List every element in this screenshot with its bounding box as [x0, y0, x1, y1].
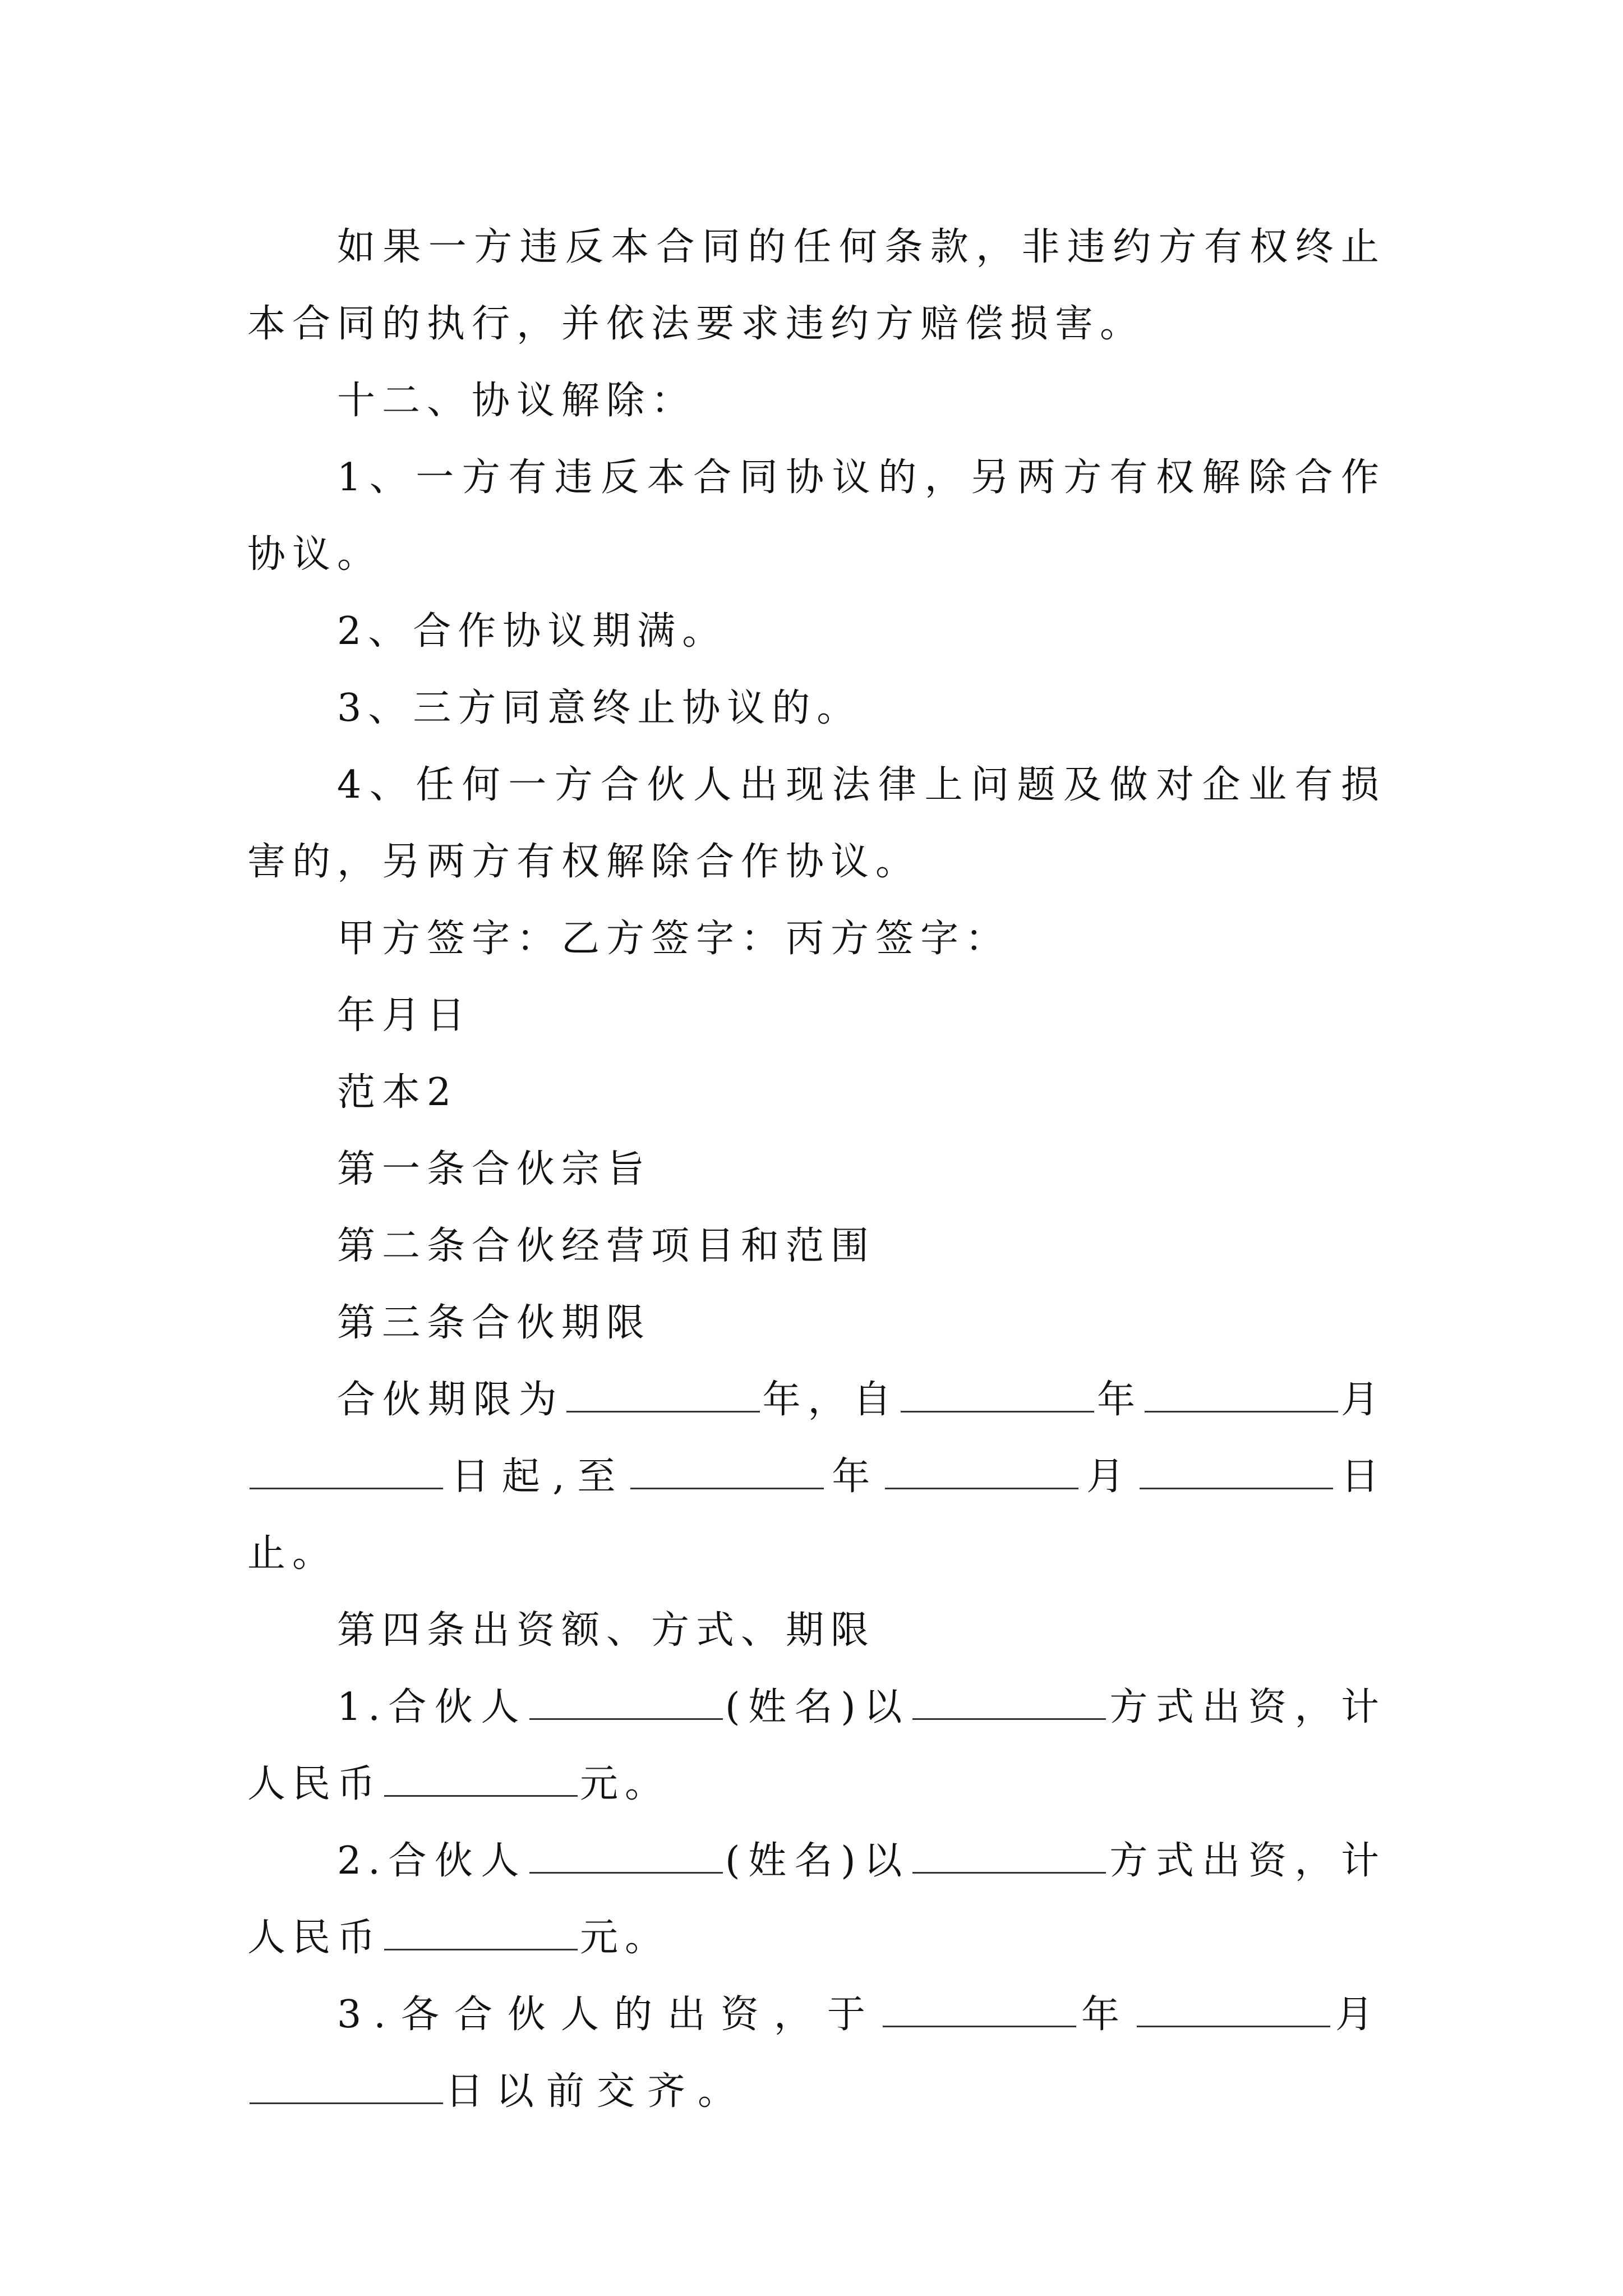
term-text-3: 年: [1096, 1378, 1143, 1422]
contrib1-text-c: 方式出资，计人民币: [247, 1685, 1386, 1806]
term-text-2: 年，自: [762, 1378, 899, 1422]
blank-field: [1140, 1454, 1333, 1489]
term-text-4: 月: [1340, 1378, 1386, 1422]
blank-field: [883, 1992, 1076, 2027]
deadline-text-d: 日以前交齐。: [445, 2069, 749, 2114]
contrib1-text-d: 元。: [580, 1762, 670, 1806]
contrib1-text-a: 1.合伙人: [337, 1685, 528, 1729]
term-text-8: 日止。: [247, 1455, 1386, 1576]
term-text-7: 月: [1080, 1455, 1137, 1499]
blank-field: [630, 1454, 824, 1489]
blank-field: [901, 1377, 1094, 1412]
blank-field: [1137, 1992, 1330, 2027]
deadline-text-a: 3.各合伙人的出资，于: [337, 1993, 880, 2037]
signature-line: 甲方签字：乙方签字：丙方签字：: [337, 917, 1011, 961]
article-1-heading: 第一条合伙宗旨: [337, 1147, 652, 1191]
contribution-item-1: [247, 1669, 1386, 1823]
term-text-6: 年: [826, 1455, 883, 1499]
date-line: 年月日: [337, 993, 472, 1038]
deadline-text-b: 年: [1078, 1993, 1135, 2037]
breach-clause: 如果一方违反本合同的任何条款，非违约方有权终止本合同的执行，并依法要求违约方赔偿损害。: [247, 225, 1386, 346]
termination-item-3: 3、三方同意终止协议的。: [337, 686, 862, 730]
termination-item-4: 4、任何一方合伙人出现法律上问题及做对企业有损害的，另两方有权解除合作协议。: [247, 763, 1386, 884]
article-3-heading: 第三条合伙期限: [337, 1301, 652, 1345]
termination-item-2: 2、合作协议期满。: [337, 609, 727, 654]
template-2-heading: 范本2: [337, 1070, 458, 1115]
contrib2-text-c: 方式出资，计人民币: [247, 1839, 1386, 1960]
deadline-text-c: 月: [1332, 1993, 1386, 2037]
term-text-1: 合伙期限为: [337, 1378, 564, 1422]
blank-field: [912, 1838, 1106, 1874]
termination-item-1: 1、一方有违反本合同协议的，另两方有权解除合作协议。: [247, 455, 1386, 577]
contrib2-text-d: 元。: [580, 1916, 670, 1960]
blank-field: [912, 1685, 1106, 1720]
blank-field: [250, 2069, 443, 2104]
article-2-heading: 第二条合伙经营项目和范围: [337, 1224, 876, 1268]
blank-field: [384, 1915, 578, 1950]
blank-field: [529, 1685, 723, 1720]
document-page: [247, 209, 1386, 2130]
article-4-heading: 第四条出资额、方式、期限: [337, 1608, 876, 1653]
blank-field: [384, 1761, 578, 1797]
contribution-deadline: [247, 1976, 1386, 2130]
contrib2-text-a: 2.合伙人: [337, 1839, 528, 1883]
blank-field: [566, 1377, 760, 1412]
partnership-term-paragraph: [247, 1361, 1386, 1592]
section-heading-termination: 十二、协议解除：: [337, 379, 697, 423]
blank-field: [529, 1838, 723, 1874]
contrib2-text-b: (姓名)以: [725, 1839, 910, 1883]
contrib1-text-b: (姓名)以: [725, 1685, 910, 1729]
blank-field: [250, 1454, 443, 1489]
term-text-5: 日起,至: [445, 1455, 628, 1499]
blank-field: [885, 1454, 1078, 1489]
contribution-item-2: [247, 1823, 1386, 1976]
blank-field: [1145, 1377, 1338, 1412]
